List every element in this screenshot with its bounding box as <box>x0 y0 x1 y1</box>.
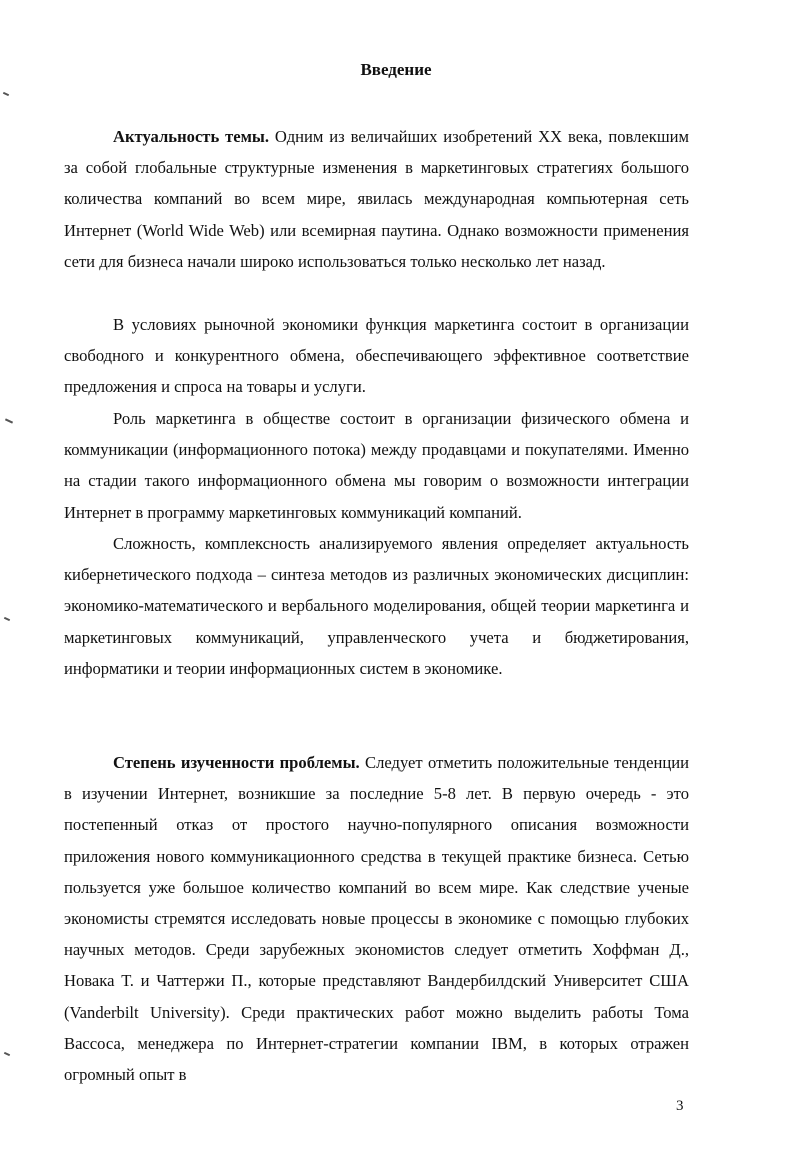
paragraph-lead: Актуальность темы. <box>113 127 270 146</box>
page-number: 3 <box>676 1098 684 1114</box>
paragraph-marketing-role <box>64 403 689 528</box>
paragraph-relevance <box>64 121 689 277</box>
paragraph-text: В условиях рыночной экономики функция маркетинга состоит в организации свободного и конкурентного обмена, обеспечивающего эффективное соответствие предложения и спроса на товары и услуги. <box>64 315 689 397</box>
scan-mark <box>5 418 13 423</box>
paragraph-text: Одним из величайших изобретений XX века, повлекшим за собой глобальные структурные изменения в маркетинговых стратегиях большого количества компаний во всем мире, явилась международная компьютерная сеть Интернет (World Wide Web) или всемирная паутина. Однако возможности применения сети для бизнеса начали широко использоваться только несколько лет назад. <box>64 127 689 271</box>
paragraph-market-economy <box>64 309 689 403</box>
paragraph-research-degree <box>64 747 689 1090</box>
paragraph-text: Роль маркетинга в обществе состоит в организации физического обмена и коммуникации (информационного потока) между продавцами и покупателями. Именно на стадии такого информационного обмена мы говорим о возможности интеграции Интернет в программу маркетинговых коммуникаций компаний. <box>64 409 689 522</box>
scan-mark <box>4 1052 10 1056</box>
paragraph-complexity <box>64 528 689 684</box>
scan-mark <box>3 92 9 96</box>
page-title: Введение <box>360 60 432 79</box>
paragraph-lead: Степень изученности проблемы. <box>113 753 360 772</box>
paragraph-text: Сложность, комплексность анализируемого явления определяет актуальность кибернетического подхода – синтеза методов из различных экономических дисциплин: экономико-математического и вербального моделирования, общей теории маркетинга и маркетинговых коммуникаций, управленческого учета и бюджетирования, информатики и теории информационных систем в экономике. <box>64 534 689 678</box>
paragraph-text: Следует отметить положительные тенденции в изучении Интернет, возникшие за последние 5-8 лет. В первую очередь - это постепенный отказ от простого научно-популярного описания возможности приложения нового коммуникационного средства в текущей практике бизнеса. Сетью пользуется уже большое количество компаний во всем мире. Как следствие ученые экономисты стремятся исследовать новые процессы в экономике с помощью глубоких научных методов. Среди зарубежных экономистов следует отметить Хоффман Д., Новака Т. и Чаттержи П., которые представляют Вандербилдский Университет США (Vanderbilt University). Среди практических работ можно выделить работы Тома Вассоса, менеджера по Интернет-стратегии компании IBM, в которых отражен огромный опыт в <box>64 753 689 1085</box>
scan-mark <box>4 617 10 621</box>
